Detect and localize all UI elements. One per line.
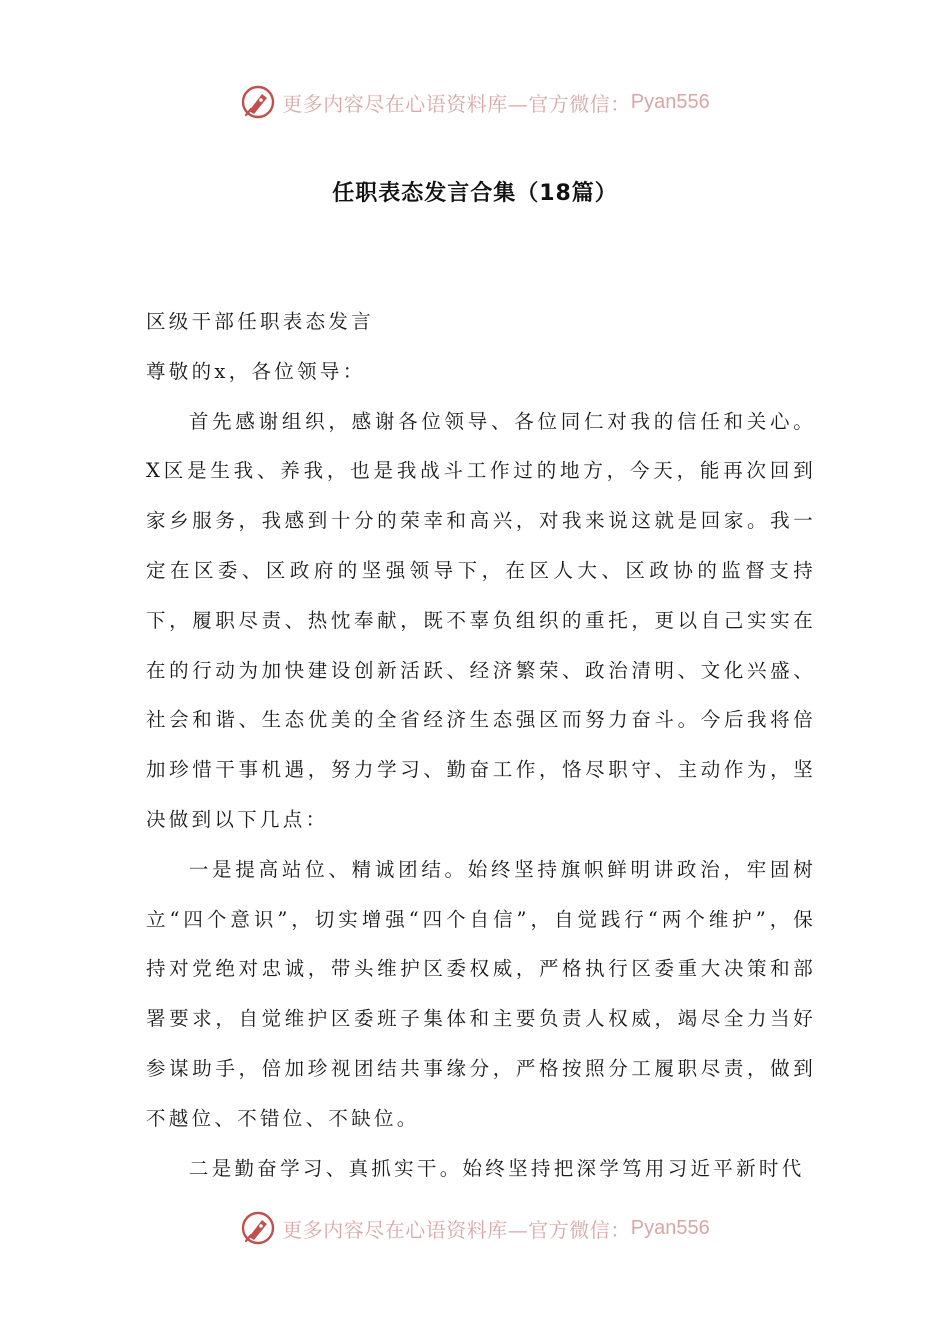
document-title: 任职表态发言合集（18篇） [332,181,618,206]
footer-banner [0,1208,950,1248]
banner-wechat-id: Pyan556 [630,1216,710,1239]
pen-nib-logo-icon [240,84,276,120]
document-body [146,297,816,1193]
banner-wechat-id: Pyan556 [630,90,710,113]
banner-text: 更多内容尽在心语资料库—官方微信： [282,91,631,116]
salutation: 尊敬的x，各位领导： [146,359,366,383]
paragraph: 一是提高站位、精诚团结。始终坚持旗帜鲜明讲政治，牢固树立“四个意识”，切实增强“四个自信”，自觉践行“两个维护”，保持对党绝对忠诚，带头维护区委权威，严格执行区委重大决策和部署要求，自觉维护区委班子集体和主要负责人权威，竭尽全力当好参谋助手，倍加珍视团结共事缘分，严格按照分工履职尽责，做到不越位、不错位、不缺位。 [146,857,816,1130]
paragraph: 首先感谢组织，感谢各位领导、各位同仁对我的信任和关心。X区是生我、养我，也是我战斗工作过的地方，今天，能再次回到家乡服务，我感到十分的荣幸和高兴，对我来说这就是回家。我一定在区委、区政府的坚强领导下，在区人大、区政协的监督支持下，履职尽责、热忱奉献，既不辜负组织的重托，更以自己实实在在的行动为加快建设创新活跃、经济繁荣、政治清明、文化兴盛、社会和谐、生态优美的全省经济生态强区而努力奋斗。今后我将倍加珍惜干事机遇，努力学习、勤奋工作，恪尽职守、主动作为，坚决做到以下几点： [146,409,816,831]
section-title: 区级干部任职表态发言 [146,310,375,333]
banner-text: 更多内容尽在心语资料库—官方微信： [282,1217,631,1242]
pen-nib-logo-icon [240,1210,276,1246]
paragraph: 二是勤奋学习、真抓实干。始终坚持把深学笃用习近平新时代 [188,1156,805,1180]
header-banner [0,82,950,122]
